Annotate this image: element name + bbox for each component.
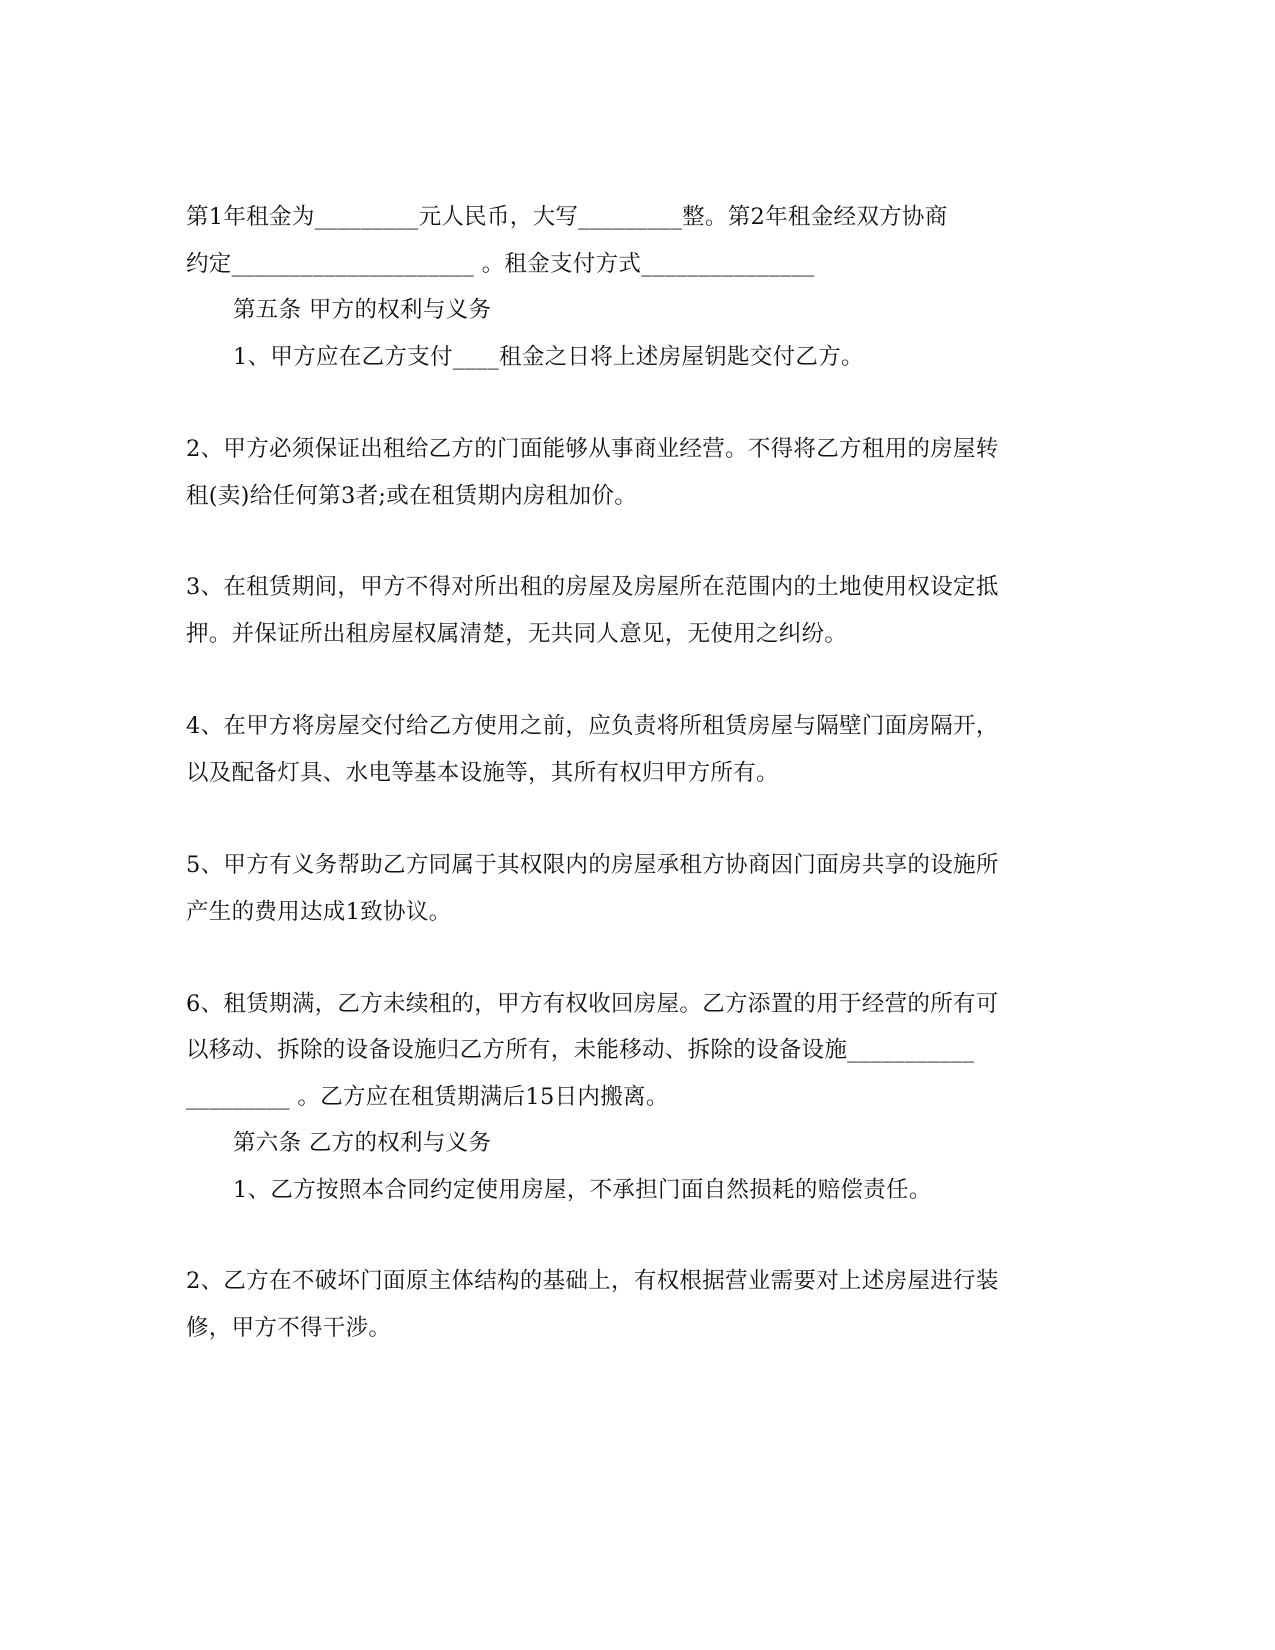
text-line: 产生的费用达成1致协议。 xyxy=(186,899,452,925)
text-line: 2、甲方必须保证出租给乙方的门面能够从事商业经营。不得将乙方租用的房屋转 xyxy=(186,436,999,462)
text-line: 3、在租赁期间，甲方不得对所出租的房屋及房屋所在范围内的土地使用权设定抵 xyxy=(186,574,999,600)
text-line: 1、甲方应在乙方支付____租金之日将上述房屋钥匙交付乙方。 xyxy=(233,344,864,370)
text-line: 1、乙方按照本合同约定使用房屋，不承担门面自然损耗的赔偿责任。 xyxy=(233,1177,932,1203)
article-heading: 第五条 甲方的权利与义务 xyxy=(233,297,492,323)
text-line: 2、乙方在不破坏门面原主体结构的基础上，有权根据营业需要对上述房屋进行装 xyxy=(186,1268,999,1294)
text-line: 6、租赁期满，乙方未续租的，甲方有权收回房屋。乙方添置的用于经营的所有可 xyxy=(186,991,999,1017)
text-line: 4、在甲方将房屋交付给乙方使用之前，应负责将所租赁房屋与隔壁门面房隔开， xyxy=(186,713,999,739)
text-line: 押。并保证所出租房屋权属清楚，无共同人意见，无使用之纠纷。 xyxy=(186,621,848,647)
text-line: 约定_____________________ 。租金支付方式_______________ xyxy=(186,251,815,277)
text-line: 5、甲方有义务帮助乙方同属于其权限内的房屋承租方协商因门面房共享的设施所 xyxy=(186,852,999,878)
text-line: _________ 。乙方应在租赁期满后15日内搬离。 xyxy=(186,1084,669,1110)
text-line: 修，甲方不得干涉。 xyxy=(186,1315,392,1341)
text-line: 租(卖)给任何第3者;或在租赁期内房租加价。 xyxy=(186,483,638,509)
text-line: 第1年租金为_________元人民币，大写_________整。第2年租金经双方协商 xyxy=(186,204,948,230)
text-line: 以移动、拆除的设备设施归乙方所有，未能移动、拆除的设备设施___________ xyxy=(186,1037,975,1063)
text-line: 以及配备灯具、水电等基本设施等，其所有权归甲方所有。 xyxy=(186,760,779,786)
article-heading: 第六条 乙方的权利与义务 xyxy=(233,1130,492,1156)
